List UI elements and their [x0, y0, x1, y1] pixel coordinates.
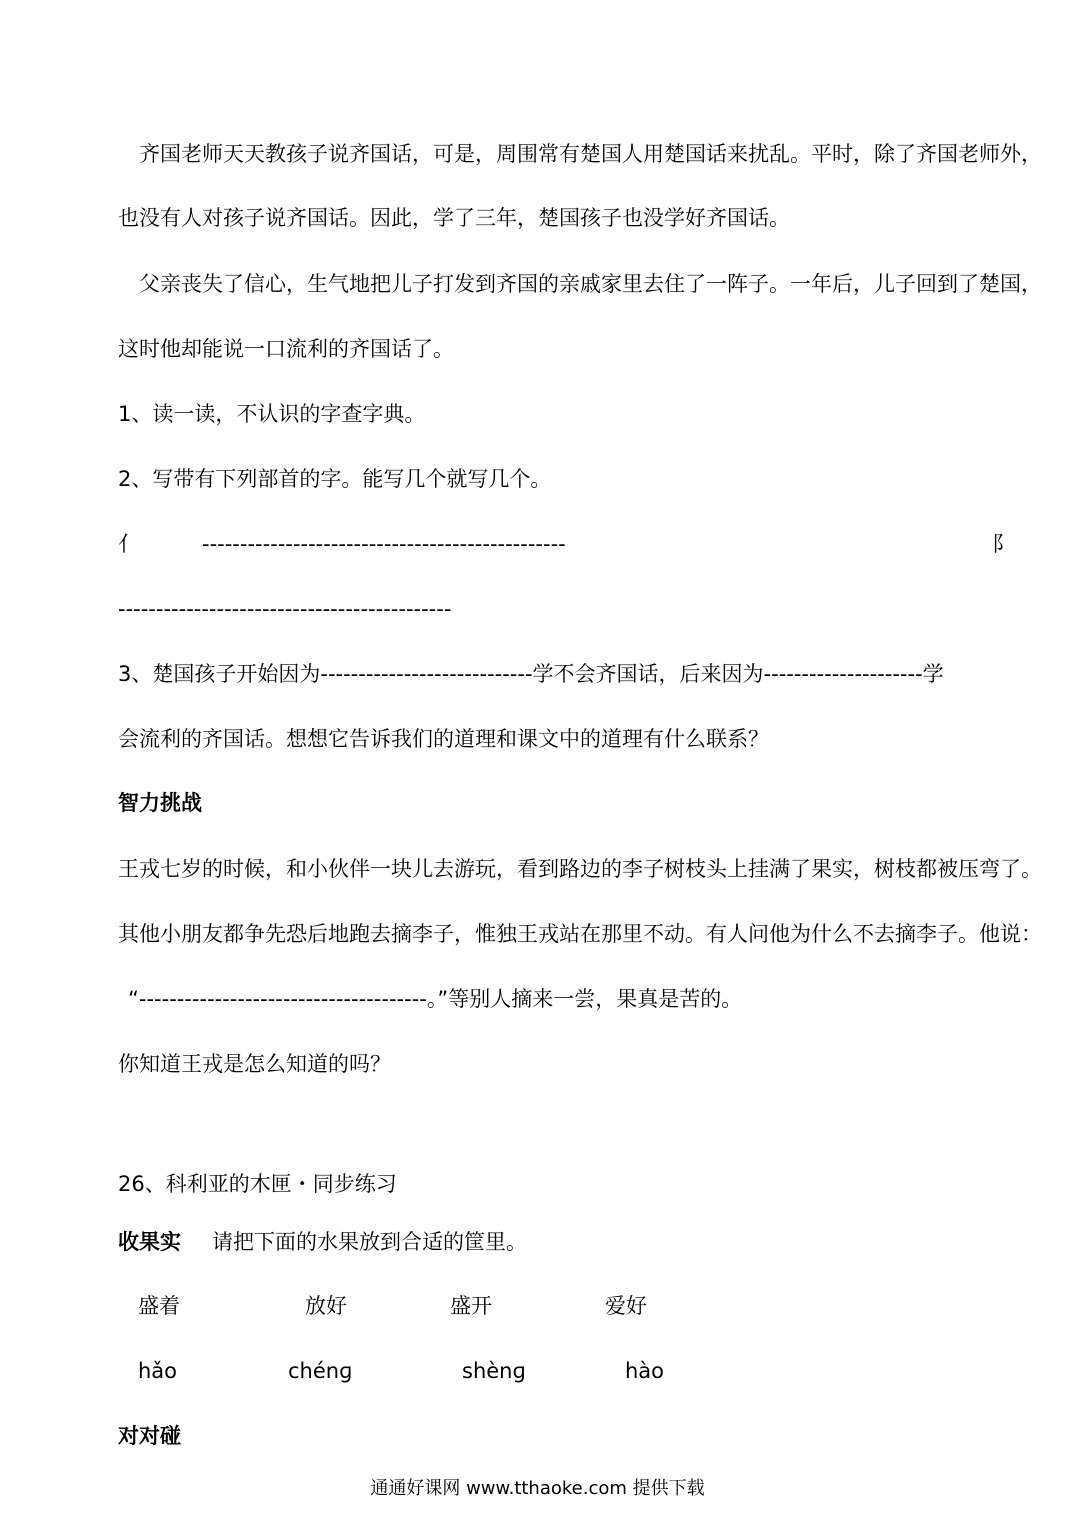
challenge-line4: 你知道王戎是怎么知道的吗？ [118, 1052, 391, 1076]
pinyin-4: hào [625, 1359, 665, 1383]
question-3-line1: 3、楚国孩子开始因为----------------------------学不会齐国话，后来因为---------------------学 [118, 662, 944, 686]
passage-p2-line2: 这时他却能说一口流利的齐国话了。 [118, 337, 454, 361]
question-1: 1、读一读，不认识的字查字典。 [118, 402, 426, 426]
pinyin-3: shènɡ [462, 1359, 526, 1383]
question-3-line2: 会流利的齐国话。想想它告诉我们的道理和课文中的道理有什么联系？ [118, 727, 769, 751]
answer-dashes-ear: -------------------------------------------- [118, 597, 452, 621]
word-3: 盛开 [450, 1294, 492, 1318]
pinyin-2: chénɡ [288, 1359, 353, 1383]
radical-ear: 阝 [992, 532, 1013, 556]
word-1: 盛着 [138, 1294, 180, 1318]
harvest-instruction: 请把下面的水果放到合适的筐里。 [212, 1230, 527, 1254]
challenge-heading: 智力挑战 [118, 791, 202, 815]
challenge-line1: 王戎七岁的时候，和小伙伴一块儿去游玩，看到路边的李子树枝头上挂满了果实，树枝都被压弯了。 [118, 857, 1042, 881]
answer-dashes-person: ------------------------------------------------ [202, 532, 566, 556]
passage-p2-line1: 父亲丧失了信心，生气地把儿子打发到齐国的亲戚家里去住了一阵子。一年后，儿子回到了楚国， [118, 272, 1042, 296]
challenge-line2: 其他小朋友都争先恐后地跑去摘李子，惟独王戎站在那里不动。有人问他为什么不去摘李子。他说： [118, 922, 1042, 946]
word-4: 爱好 [605, 1294, 647, 1318]
harvest-label: 收果实 [118, 1230, 181, 1254]
page-footer: 通通好课网 www.tthaoke.com 提供下载 [370, 1478, 705, 1499]
lesson-title: 26、科利亚的木匣・同步练习 [118, 1172, 397, 1196]
word-2: 放好 [305, 1294, 347, 1318]
question-2: 2、写带有下列部首的字。能写几个就写几个。 [118, 467, 552, 491]
pinyin-1: hǎo [138, 1359, 178, 1383]
match-heading: 对对碰 [118, 1424, 181, 1448]
challenge-line3: “--------------------------------------。”等别人摘来一尝，果真是苦的。 [128, 987, 743, 1011]
radical-person: 亻 [118, 532, 139, 556]
passage-p1-line1: 齐国老师天天教孩子说齐国话，可是，周围常有楚国人用楚国话来扰乱。平时，除了齐国老师外， [118, 142, 1042, 166]
passage-p1-line2: 也没有人对孩子说齐国话。因此，学了三年，楚国孩子也没学好齐国话。 [118, 206, 790, 230]
